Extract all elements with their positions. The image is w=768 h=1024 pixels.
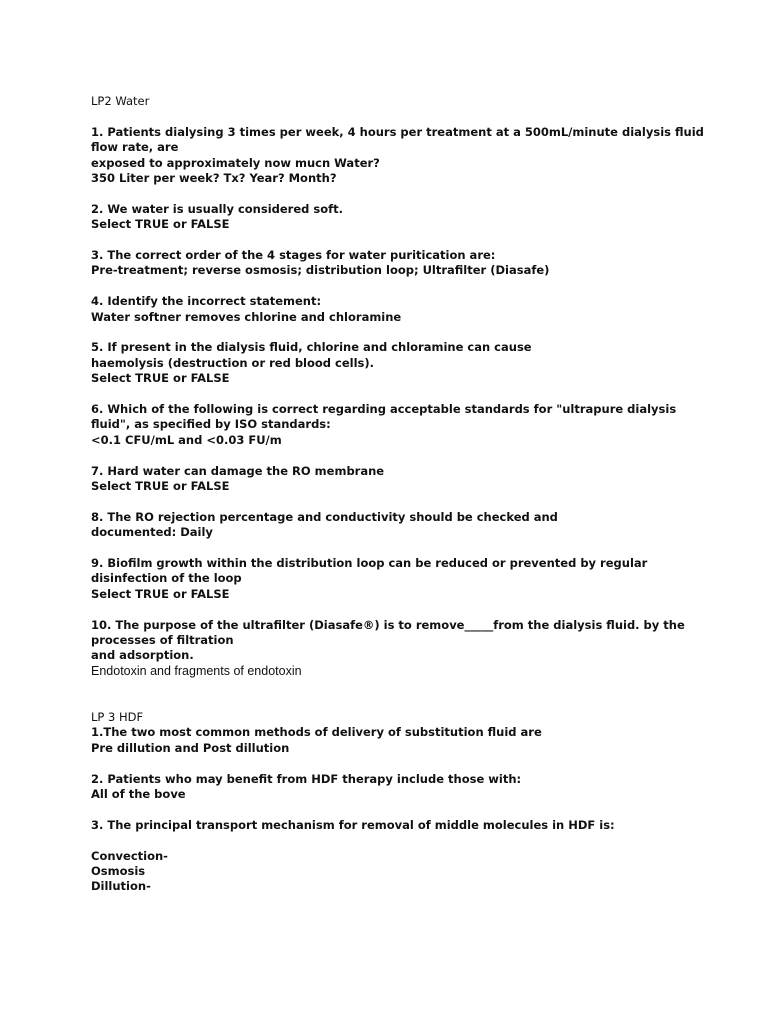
question-text: flow rate, are bbox=[91, 140, 179, 155]
question-3 bbox=[91, 248, 691, 279]
question-text: 8. The RO rejection percentage and conductivity should be checked and bbox=[91, 509, 558, 524]
question-1 bbox=[91, 725, 691, 756]
section-lp2-water bbox=[91, 94, 704, 679]
question-text: 1. Patients dialysing 3 times per week, 4 hours per treatment at a 500mL/minute dialysis fluid bbox=[91, 124, 704, 139]
question-1 bbox=[91, 124, 704, 187]
question-text: haemolysis (destruction or red blood cells). bbox=[91, 355, 375, 370]
question-text: exposed to approximately now mucn Water? bbox=[91, 155, 380, 170]
question-text: 1.The two most common methods of delivery of substitution fluid are bbox=[91, 725, 542, 740]
answer-text: Endotoxin and fragments of endotoxin bbox=[91, 663, 302, 678]
answer-text: All of the bove bbox=[91, 787, 186, 802]
answer-option: Convection- bbox=[91, 848, 168, 863]
question-text: fluid", as specified by ISO standards: bbox=[91, 417, 331, 432]
answer-text: Pre dillution and Post dillution bbox=[91, 740, 290, 755]
question-text: 6. Which of the following is correct regarding acceptable standards for "ultrapure dialysis bbox=[91, 402, 677, 417]
question-10 bbox=[91, 618, 691, 680]
answer-text: Select TRUE or FALSE bbox=[91, 479, 230, 494]
question-text: 3. The principal transport mechanism for removal of middle molecules in HDF is: bbox=[91, 817, 615, 832]
answer-text: 350 Liter per week? Tx? Year? Month? bbox=[91, 171, 337, 186]
question-text: 2. Patients who may benefit from HDF therapy include those with: bbox=[91, 771, 522, 786]
question-text: 9. Biofilm growth within the distribution loop can be reduced or prevented by regular bbox=[91, 556, 648, 571]
answer-text: Water softner removes chlorine and chloramine bbox=[91, 309, 402, 324]
question-7 bbox=[91, 464, 691, 495]
answer-option: Osmosis bbox=[91, 864, 146, 879]
answer-text: Select TRUE or FALSE bbox=[91, 586, 230, 601]
question-text: 4. Identify the incorrect statement: bbox=[91, 294, 322, 309]
answer-text: Pre-treatment; reverse osmosis; distribution loop; Ultrafilter (Diasafe) bbox=[91, 263, 550, 278]
question-6 bbox=[91, 402, 691, 448]
question-text: processes of filtration bbox=[91, 633, 234, 648]
question-text: 3. The correct order of the 4 stages for water puritication are: bbox=[91, 248, 496, 263]
answer-text: Select TRUE or FALSE bbox=[91, 371, 230, 386]
section-title: LP 3 HDF bbox=[91, 710, 144, 725]
answer-text: Select TRUE or FALSE bbox=[91, 217, 230, 232]
question-text: 2. We water is usually considered soft. bbox=[91, 201, 344, 216]
question-8 bbox=[91, 510, 691, 541]
question-3 bbox=[91, 818, 691, 833]
section-title: LP2 Water bbox=[91, 94, 150, 108]
answer-option: Dillution- bbox=[91, 879, 151, 894]
section-lp3-hdf bbox=[91, 710, 691, 895]
question-text: disinfection of the loop bbox=[91, 571, 242, 586]
question-5 bbox=[91, 340, 691, 386]
question-text: and adsorption. bbox=[91, 648, 194, 663]
answer-text: <0.1 CFU/mL and <0.03 FU/m bbox=[91, 432, 282, 447]
question-text: 5. If present in the dialysis fluid, chlorine and chloramine can cause bbox=[91, 340, 532, 355]
answer-options bbox=[91, 849, 691, 895]
answer-text: documented: Daily bbox=[91, 525, 213, 540]
question-text: 10. The purpose of the ultrafilter (Diasafe®) is to remove_____from the dialysis fluid. by the bbox=[91, 617, 685, 632]
question-2 bbox=[91, 772, 691, 803]
question-2 bbox=[91, 202, 691, 233]
question-4 bbox=[91, 294, 691, 325]
document-page bbox=[91, 94, 704, 895]
question-text: 7. Hard water can damage the RO membrane bbox=[91, 463, 385, 478]
question-9 bbox=[91, 556, 691, 602]
